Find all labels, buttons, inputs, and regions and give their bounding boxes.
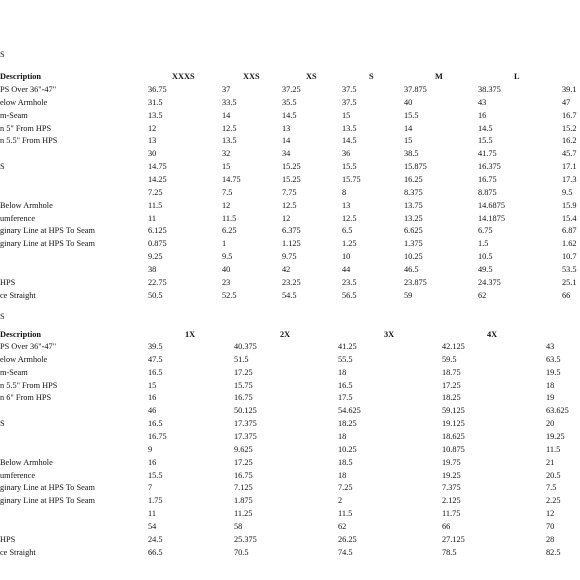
table2-cell: 18 xyxy=(338,432,347,441)
table2-row-label: n 5.5" From HPS xyxy=(0,381,58,390)
table2-cell: 27.125 xyxy=(442,535,465,544)
table1-cell: 38 xyxy=(148,265,157,274)
table2-cell: 7.25 xyxy=(338,483,353,492)
table2-cell: 16.5 xyxy=(148,368,163,377)
table1-size-header: M xyxy=(435,72,443,81)
table1-cell: 15.25 xyxy=(282,175,301,184)
table1-row-label: ginary Line at HPS To Seam xyxy=(0,239,95,248)
table1-cell: 66 xyxy=(562,291,571,300)
table1-cell: 10 xyxy=(342,252,351,261)
table1-cell: 13 xyxy=(282,124,291,133)
table1-cell: 11.5 xyxy=(222,214,237,223)
table1-cell: 14 xyxy=(222,111,231,120)
table1-cell: 14.25 xyxy=(148,175,167,184)
table2-cell: 17.375 xyxy=(234,419,257,428)
table2-cell: 7 xyxy=(148,483,153,492)
table1-cell: 7.25 xyxy=(148,188,163,197)
table2-cell: 21 xyxy=(546,458,555,467)
table1-cell: 14.5 xyxy=(282,111,297,120)
table1-cell: 14.5 xyxy=(478,124,493,133)
table1-cell: 36 xyxy=(342,149,351,158)
table2-row-label: n 6" From HPS xyxy=(0,393,52,402)
table2-cell: 66.5 xyxy=(148,548,163,557)
table1-cell: 15.5 xyxy=(342,162,357,171)
table1-cell: 12 xyxy=(222,201,231,210)
table1-cell: 14.1875 xyxy=(478,214,505,223)
table1-cell: 9.5 xyxy=(562,188,573,197)
table1-cell: 13.25 xyxy=(404,214,423,223)
table1-size-header: L xyxy=(514,72,520,81)
table2-cell: 63.625 xyxy=(546,406,569,415)
table1-cell: 32 xyxy=(222,149,231,158)
table1-cell: 6.87 xyxy=(562,226,577,235)
table1-cell: 42 xyxy=(282,265,291,274)
section2-mark: S xyxy=(0,312,5,321)
table1-cell: 6.25 xyxy=(222,226,237,235)
table1-cell: 0.875 xyxy=(148,239,167,248)
table2-cell: 16.75 xyxy=(234,393,253,402)
table2-row-label: Below Armhole xyxy=(0,458,53,467)
table1-cell: 9.25 xyxy=(148,252,163,261)
table1-cell: 37.25 xyxy=(282,85,301,94)
table2-cell: 7.375 xyxy=(442,483,461,492)
table1-cell: 23.5 xyxy=(342,278,357,287)
table2-size-header: 4X xyxy=(487,330,498,339)
table2-cell: 43 xyxy=(546,342,555,351)
table2-cell: 16.75 xyxy=(234,471,253,480)
table2-cell: 15.5 xyxy=(148,471,163,480)
table2-cell: 7.125 xyxy=(234,483,253,492)
table2-size-header: 1X xyxy=(185,330,196,339)
table1-row-label: ce Straight xyxy=(0,291,36,300)
table2-cell: 17.25 xyxy=(442,381,461,390)
table1-cell: 11 xyxy=(148,214,156,223)
table2-cell: 10.25 xyxy=(338,445,357,454)
table2-cell: 17.25 xyxy=(234,368,253,377)
table2-size-header: 3X xyxy=(384,330,395,339)
table2-cell: 19 xyxy=(546,393,555,402)
table2-cell: 24.5 xyxy=(148,535,163,544)
table2-cell: 66 xyxy=(442,522,451,531)
table1-cell: 25.1 xyxy=(562,278,577,287)
table2-cell: 19.25 xyxy=(546,432,565,441)
table1-cell: 59 xyxy=(404,291,413,300)
table1-cell: 6.625 xyxy=(404,226,423,235)
table2-cell: 17.25 xyxy=(234,458,253,467)
table2-cell: 41.25 xyxy=(338,342,357,351)
table1-cell: 15.5 xyxy=(404,111,419,120)
table1-cell: 10.25 xyxy=(404,252,423,261)
table1-cell: 36.75 xyxy=(148,85,167,94)
table2-cell: 18.25 xyxy=(338,419,357,428)
table1-size-header: XXS xyxy=(243,72,260,81)
table2-row-label: m-Seam xyxy=(0,368,28,377)
table2-cell: 11.75 xyxy=(442,509,461,518)
table2-cell: 15.75 xyxy=(234,381,253,390)
table1-cell: 12.5 xyxy=(282,201,297,210)
table2-row-label: S xyxy=(0,419,5,428)
table1-cell: 44 xyxy=(342,265,351,274)
table1-cell: 11.5 xyxy=(148,201,163,210)
table2-cell: 58 xyxy=(234,522,243,531)
table2-description-header: Description xyxy=(0,330,42,339)
table2-cell: 55.5 xyxy=(338,355,353,364)
table2-cell: 74.5 xyxy=(338,548,353,557)
table2-cell: 18.625 xyxy=(442,432,465,441)
table1-cell: 23.25 xyxy=(282,278,301,287)
table1-cell: 15.2 xyxy=(562,124,577,133)
table1-cell: 7.5 xyxy=(222,188,233,197)
table1-cell: 16.2 xyxy=(562,136,577,145)
table1-cell: 50.5 xyxy=(148,291,163,300)
table1-cell: 13 xyxy=(148,136,157,145)
table1-cell: 13 xyxy=(342,201,351,210)
table1-cell: 1.125 xyxy=(282,239,301,248)
table1-cell: 16.25 xyxy=(404,175,423,184)
table1-size-header: S xyxy=(369,72,374,81)
table1-row-label: m-Seam xyxy=(0,111,28,120)
table2-row-label: PS Over 36"-47" xyxy=(0,342,57,351)
table1-cell: 13.5 xyxy=(342,124,357,133)
table2-cell: 18 xyxy=(338,368,347,377)
table1-cell: 17.3 xyxy=(562,175,577,184)
table2-cell: 46 xyxy=(148,406,157,415)
table2-cell: 54 xyxy=(148,522,157,531)
table1-row-label: umference xyxy=(0,214,36,223)
table2-row-label: HPS xyxy=(0,535,16,544)
table2-cell: 7.5 xyxy=(546,483,557,492)
table1-cell: 16.75 xyxy=(478,175,497,184)
table2-row-label: ce Straight xyxy=(0,548,36,557)
table2-cell: 10.875 xyxy=(442,445,465,454)
table1-cell: 16.7 xyxy=(562,111,577,120)
table1-cell: 24.375 xyxy=(478,278,501,287)
table1-cell: 23.875 xyxy=(404,278,427,287)
table2-cell: 11.25 xyxy=(234,509,253,518)
table2-cell: 11.5 xyxy=(546,445,561,454)
table2-cell: 42.125 xyxy=(442,342,465,351)
table1-cell: 47 xyxy=(562,98,571,107)
table2-cell: 59.125 xyxy=(442,406,465,415)
table1-cell: 15.5 xyxy=(478,136,493,145)
table1-cell: 37.875 xyxy=(404,85,427,94)
table1-description-header: Description xyxy=(0,72,42,81)
table1-cell: 41.75 xyxy=(478,149,497,158)
table2-cell: 50.125 xyxy=(234,406,257,415)
table1-cell: 1 xyxy=(222,239,227,248)
table1-cell: 54.5 xyxy=(282,291,297,300)
table2-cell: 17.5 xyxy=(338,393,353,402)
table2-cell: 25.375 xyxy=(234,535,257,544)
table1-cell: 1.62 xyxy=(562,239,577,248)
table1-cell: 13.75 xyxy=(404,201,423,210)
table2-cell: 51.5 xyxy=(234,355,249,364)
table2-cell: 82.5 xyxy=(546,548,561,557)
table1-cell: 31.5 xyxy=(148,98,163,107)
table1-cell: 37 xyxy=(222,85,231,94)
table2-cell: 19.5 xyxy=(546,368,561,377)
table1-cell: 15.875 xyxy=(404,162,427,171)
table2-cell: 70.5 xyxy=(234,548,249,557)
table2-cell: 70 xyxy=(546,522,555,531)
table1-cell: 14.5 xyxy=(342,136,357,145)
table1-row-label: PS Over 36"-47" xyxy=(0,85,57,94)
table1-cell: 33.5 xyxy=(222,98,237,107)
table1-cell: 1.375 xyxy=(404,239,423,248)
table2-cell: 11 xyxy=(148,509,156,518)
table1-cell: 6.125 xyxy=(148,226,167,235)
table1-cell: 9.75 xyxy=(282,252,297,261)
table2-cell: 9.625 xyxy=(234,445,253,454)
table1-cell: 10.5 xyxy=(478,252,493,261)
table1-cell: 6.375 xyxy=(282,226,301,235)
table2-cell: 20 xyxy=(546,419,555,428)
table2-cell: 62 xyxy=(338,522,347,531)
table2-cell: 18 xyxy=(338,471,347,480)
table2-cell: 18.5 xyxy=(338,458,353,467)
table1-cell: 14.75 xyxy=(222,175,241,184)
table2-cell: 19.75 xyxy=(442,458,461,467)
table1-size-header: XS xyxy=(306,72,317,81)
table2-cell: 9 xyxy=(148,445,153,454)
table1-cell: 52.5 xyxy=(222,291,237,300)
table1-cell: 37.5 xyxy=(342,98,357,107)
table1-cell: 13.5 xyxy=(222,136,237,145)
table1-cell: 12.5 xyxy=(222,124,237,133)
table2-cell: 59.5 xyxy=(442,355,457,364)
table1-cell: 9.5 xyxy=(222,252,233,261)
table2-cell: 1.75 xyxy=(148,496,163,505)
table1-cell: 12.5 xyxy=(342,214,357,223)
table1-cell: 15.9 xyxy=(562,201,577,210)
table2-cell: 19.25 xyxy=(442,471,461,480)
table1-cell: 12 xyxy=(282,214,291,223)
table2-cell: 16 xyxy=(148,393,157,402)
table1-cell: 15 xyxy=(222,162,231,171)
table2-row-label: elow Armhole xyxy=(0,355,48,364)
table1-cell: 7.75 xyxy=(282,188,297,197)
table1-cell: 8.375 xyxy=(404,188,423,197)
table1-cell: 56.5 xyxy=(342,291,357,300)
table1-row-label: HPS xyxy=(0,278,16,287)
table2-cell: 39.5 xyxy=(148,342,163,351)
table1-cell: 40 xyxy=(404,98,413,107)
table1-cell: 15.75 xyxy=(342,175,361,184)
table2-cell: 16.75 xyxy=(148,432,167,441)
table2-cell: 40.375 xyxy=(234,342,257,351)
table1-cell: 8.875 xyxy=(478,188,497,197)
table1-row-label: Below Armhole xyxy=(0,201,53,210)
table1-cell: 15 xyxy=(404,136,413,145)
table1-cell: 23 xyxy=(222,278,231,287)
table1-cell: 37.5 xyxy=(342,85,357,94)
table2-cell: 18.75 xyxy=(442,368,461,377)
table2-size-header: 2X xyxy=(280,330,291,339)
table1-cell: 46.5 xyxy=(404,265,419,274)
table1-cell: 12 xyxy=(148,124,157,133)
table2-cell: 20.5 xyxy=(546,471,561,480)
table1-cell: 14.75 xyxy=(148,162,167,171)
table1-cell: 6.5 xyxy=(342,226,353,235)
table2-cell: 15 xyxy=(148,381,157,390)
table2-row-label: ginary Line at HPS To Seam xyxy=(0,496,95,505)
table2-cell: 2 xyxy=(338,496,343,505)
table1-cell: 39.1 xyxy=(562,85,577,94)
table2-cell: 63.5 xyxy=(546,355,561,364)
table2-cell: 11.5 xyxy=(338,509,353,518)
table1-cell: 10.7 xyxy=(562,252,577,261)
table2-cell: 2.125 xyxy=(442,496,461,505)
table2-cell: 78.5 xyxy=(442,548,457,557)
table1-cell: 14 xyxy=(282,136,291,145)
table2-cell: 16.5 xyxy=(338,381,353,390)
table1-cell: 15.4 xyxy=(562,214,577,223)
table2-cell: 1.875 xyxy=(234,496,253,505)
table2-cell: 2.25 xyxy=(546,496,561,505)
table2-cell: 18.25 xyxy=(442,393,461,402)
table1-row-label: n 5" From HPS xyxy=(0,124,52,133)
table2-row-label: ginary Line at HPS To Seam xyxy=(0,483,95,492)
table1-cell: 14.6875 xyxy=(478,201,505,210)
table1-cell: 17.1 xyxy=(562,162,577,171)
table1-cell: 62 xyxy=(478,291,487,300)
table1-cell: 38.375 xyxy=(478,85,501,94)
table2-cell: 26.25 xyxy=(338,535,357,544)
table2-cell: 19.125 xyxy=(442,419,465,428)
page-heading: S xyxy=(0,50,5,59)
table2-cell: 16 xyxy=(148,458,157,467)
table1-row-label: n 5.5" From HPS xyxy=(0,136,58,145)
table1-cell: 35.5 xyxy=(282,98,297,107)
table1-cell: 45.7 xyxy=(562,149,577,158)
table1-row-label: elow Armhole xyxy=(0,98,48,107)
table1-cell: 34 xyxy=(282,149,291,158)
table2-cell: 17.375 xyxy=(234,432,257,441)
table1-cell: 1.25 xyxy=(342,239,357,248)
table1-cell: 53.5 xyxy=(562,265,577,274)
table1-cell: 30 xyxy=(148,149,157,158)
table1-cell: 22.75 xyxy=(148,278,167,287)
table1-cell: 8 xyxy=(342,188,347,197)
table2-cell: 18 xyxy=(546,381,555,390)
table2-cell: 28 xyxy=(546,535,555,544)
table1-size-header: XXXS xyxy=(172,72,195,81)
table1-cell: 43 xyxy=(478,98,487,107)
table2-row-label: umference xyxy=(0,471,36,480)
table1-cell: 14 xyxy=(404,124,413,133)
table1-cell: 1.5 xyxy=(478,239,489,248)
table2-cell: 54.625 xyxy=(338,406,361,415)
table1-cell: 16 xyxy=(478,111,487,120)
table1-cell: 40 xyxy=(222,265,231,274)
table1-cell: 16.375 xyxy=(478,162,501,171)
table1-cell: 6.75 xyxy=(478,226,493,235)
table1-cell: 49.5 xyxy=(478,265,493,274)
table1-row-label: ginary Line at HPS To Seam xyxy=(0,226,95,235)
table1-cell: 13.5 xyxy=(148,111,163,120)
table1-cell: 15.25 xyxy=(282,162,301,171)
table1-cell: 38.5 xyxy=(404,149,419,158)
table2-cell: 47.5 xyxy=(148,355,163,364)
table2-cell: 16.5 xyxy=(148,419,163,428)
table1-cell: 15 xyxy=(342,111,351,120)
table1-row-label: S xyxy=(0,162,5,171)
table2-cell: 12 xyxy=(546,509,555,518)
